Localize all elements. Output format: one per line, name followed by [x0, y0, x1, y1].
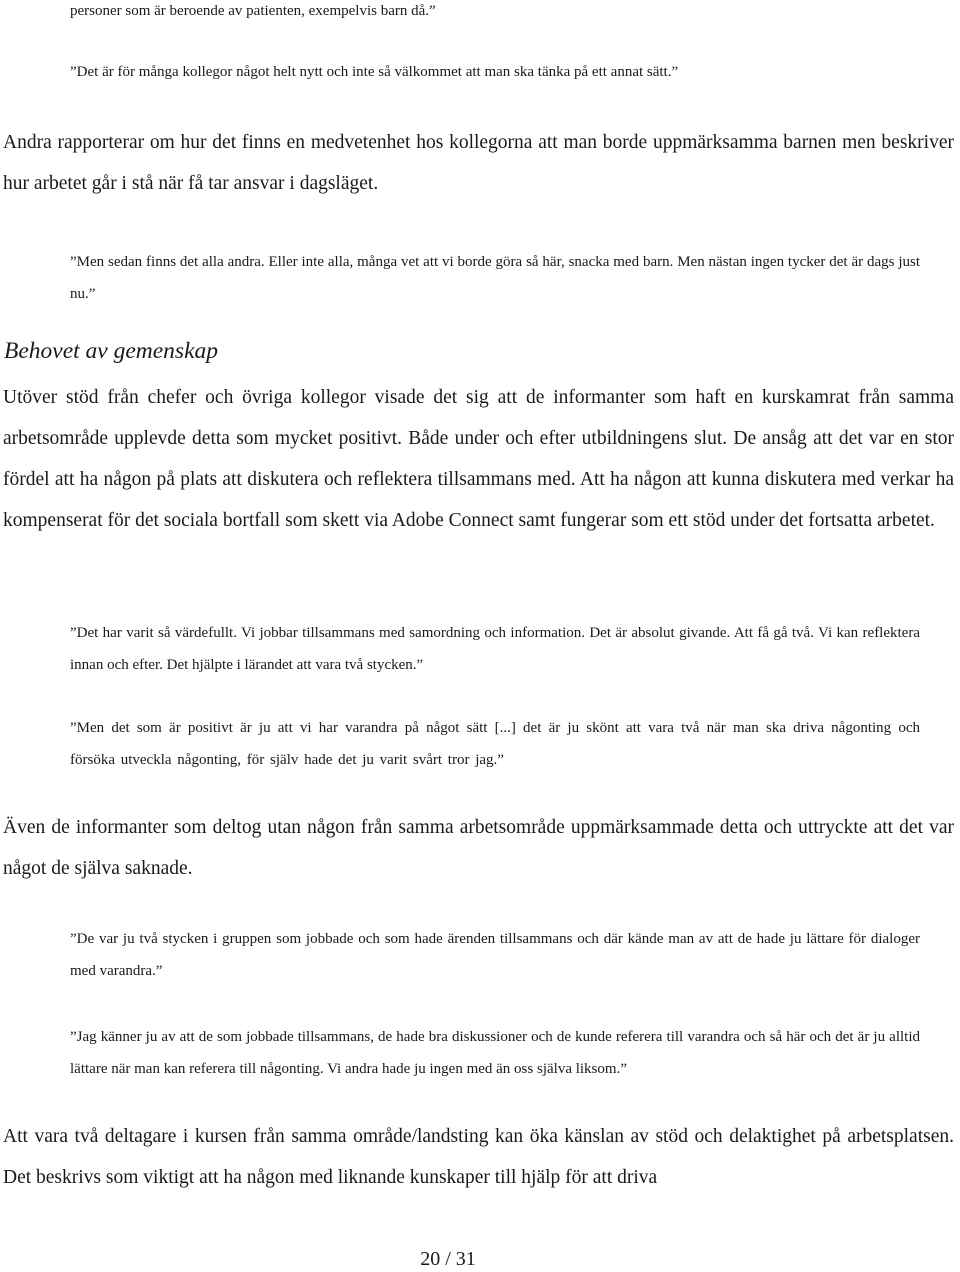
quote-easier-dialogues: ”De var ju två stycken i gruppen som jobbade och som hade ärenden tillsammans och där kände man av att de hade ju lättare för dialoger med varandra.” [70, 931, 920, 979]
quote-not-the-right-time: ”Men sedan finns det alla andra. Eller inte alla, många vet att vi borde göra så här, snacka med barn. Men nästan ingen tycker det är dags just nu.” [70, 254, 920, 302]
paragraph-two-participants-same-area: Att vara två deltagare i kursen från samma område/landsting kan öka känslan av stöd och delaktighet på arbetsplatsen. Det beskrivs som viktigt att ha någon med liknande kunskaper till hjälp för att driva [3, 1126, 954, 1188]
quote-could-refer-to-each-other: ”Jag känner ju av att de som jobbade tillsammans, de hade bra diskussioner och de kunde referera till varandra och så här och det är ju alltid lättare när man kan referera till någonting. Vi andra hade ju ingen med än oss själva liksom.” [70, 1029, 920, 1077]
paragraph-participants-without-colleague: Även de informanter som deltog utan någon från samma arbetsområde uppmärksammade detta och uttryckte att det var något de själva saknade. [3, 817, 954, 879]
page-number: 20 / 31 [420, 1248, 476, 1270]
paragraph-awareness-among-colleagues: Andra rapporterar om hur det finns en medvetenhet hos kollegorna att man borde uppmärksamma barnen men beskriver hur arbetet går i stå när få tar ansvar i dagsläget. [3, 132, 954, 194]
section-heading: Behovet av gemenskap [4, 338, 219, 364]
quote-patient-dependents: personer som är beroende av patienten, exempelvis barn då.” [70, 3, 436, 19]
quote-valuable-together: ”Det har varit så värdefullt. Vi jobbar tillsammans med samordning och information. Det är absolut givande. Att få gå två. Vi kan reflektera innan och efter. Det hjälpte i lärandet att vara två stycken.” [70, 625, 920, 673]
paragraph-support-from-classmate: Utöver stöd från chefer och övriga kollegor visade det sig att de informanter som haft en kurskamrat från samma arbetsområde upplevde detta som mycket positivt. Både under och efter utbildningens slut. De ansåg att det var en stor fördel att ha någon på plats att diskutera och reflektera tillsammans med. Att ha någon att kunna diskutera med verkar ha kompenserat för det sociala bortfall som skett via Adobe Connect samt fungerar som ett stöd under det fortsatta arbetet. [3, 387, 954, 531]
quote-positive-to-be-two: ”Men det som är positivt är ju att vi har varandra på något sätt [...] det är ju skönt att vara två när man ska driva någonting och försöka utveckla någonting, för själv hade det ju varit svårt tror jag.” [70, 720, 920, 768]
quote-new-way-of-thinking: ”Det är för många kollegor något helt nytt och inte så välkommet att man ska tänka på ett annat sätt.” [70, 64, 679, 80]
